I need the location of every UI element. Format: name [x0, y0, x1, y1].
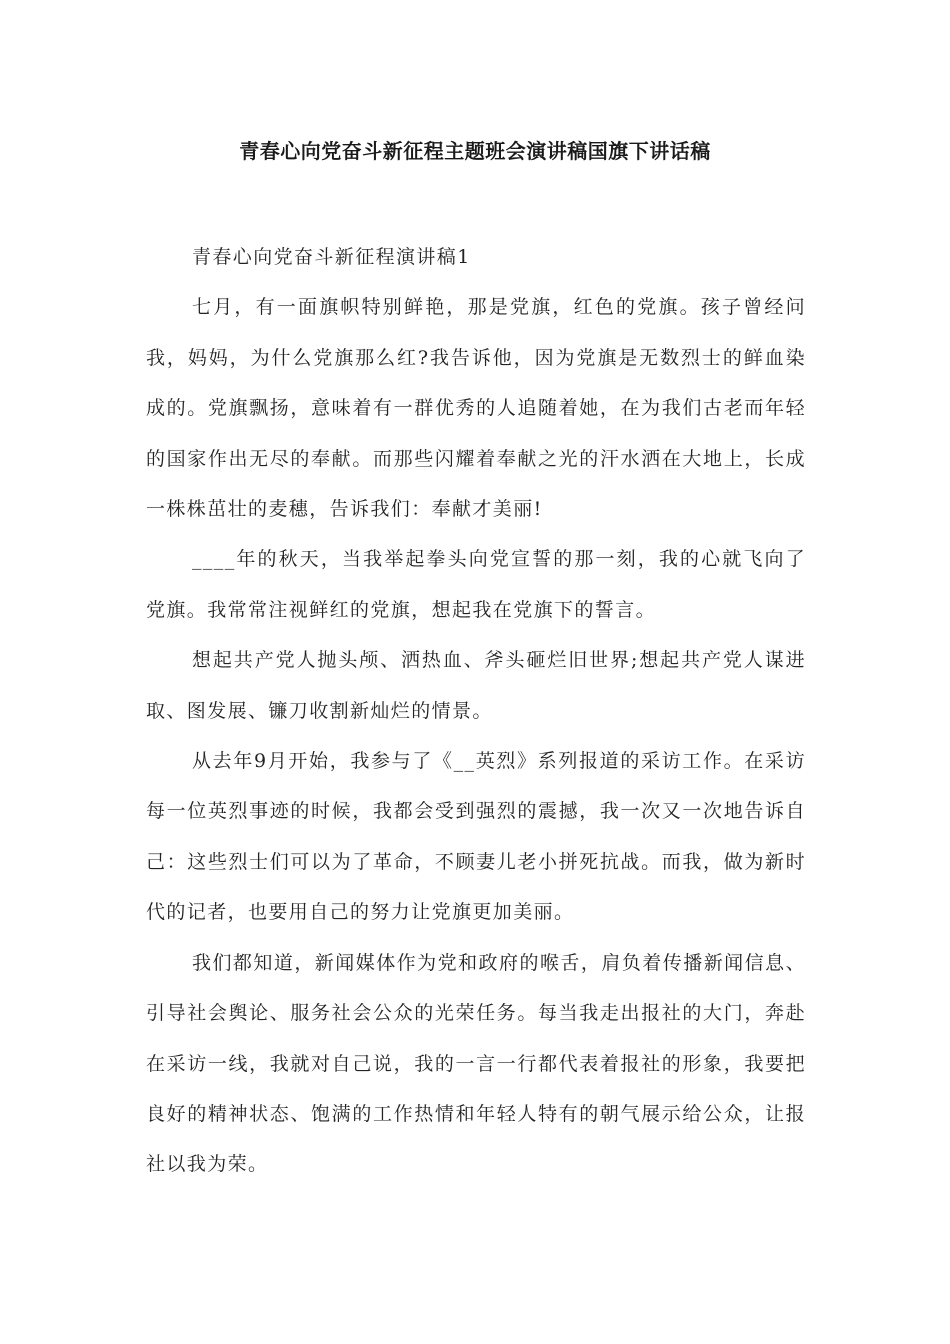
- paragraph: ____年的秋天，当我举起拳头向党宣誓的那一刻，我的心就飞向了党旗。我常常注视鲜红的党旗，想起我在党旗下的誓言。: [146, 548, 806, 621]
- document-title: 青春心向党奋斗新征程主题班会演讲稿国旗下讲话稿: [239, 139, 711, 163]
- section-heading: 青春心向党奋斗新征程演讲稿1: [192, 246, 471, 268]
- paragraph: 想起共产党人抛头颅、洒热血、斧头砸烂旧世界;想起共产党人谋进取、图发展、镰刀收割新灿烂的情景。: [146, 649, 806, 722]
- paragraph: 我们都知道，新闻媒体作为党和政府的喉舌，肩负着传播新闻信息、引导社会舆论、服务社会公众的光荣任务。每当我走出报社的大门，奔赴在采访一线，我就对自己说，我的一言一行都代表着报社的形象，我要把良好的精神状态、饱满的工作热情和年轻人特有的朝气展示给公众，让报社以我为荣。: [146, 951, 806, 1176]
- paragraph: 从去年9月开始，我参与了《__英烈》系列报道的采访工作。在采访每一位英烈事迹的时候，我都会受到强烈的震撼，我一次又一次地告诉自己：这些烈士们可以为了革命，不顾妻儿老小拼死抗战。而我，做为新时代的记者，也要用自己的努力让党旗更加美丽。: [146, 750, 806, 924]
- document-body: [146, 232, 806, 1190]
- paragraph: 七月，有一面旗帜特别鲜艳，那是党旗，红色的党旗。孩子曾经问我，妈妈，为什么党旗那么红?我告诉他，因为党旗是无数烈士的鲜血染成的。党旗飘扬，意味着有一群优秀的人追随着她，在为我们古老而年轻的国家作出无尽的奉献。而那些闪耀着奉献之光的汗水洒在大地上，长成一株株茁壮的麦穗，告诉我们：奉献才美丽!: [146, 296, 806, 521]
